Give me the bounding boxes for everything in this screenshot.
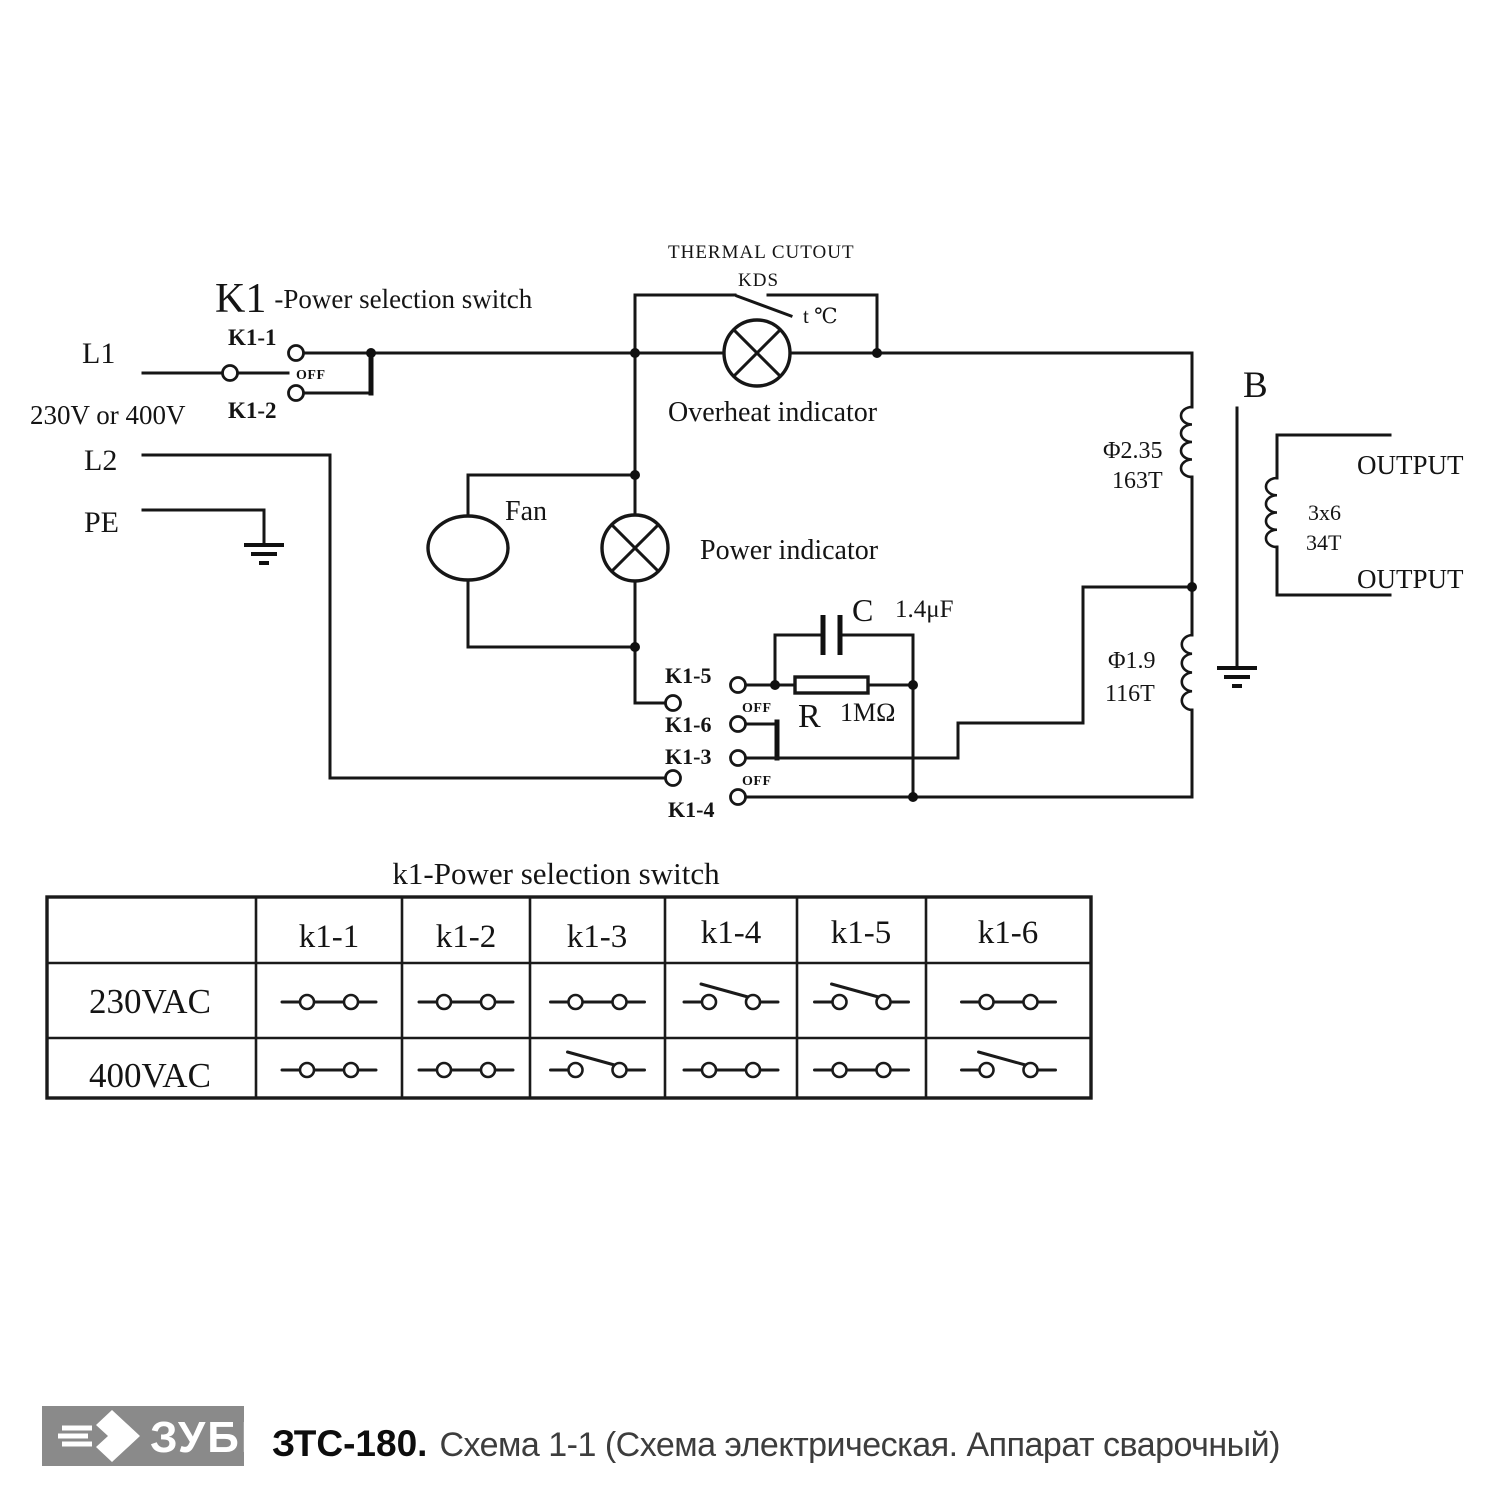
switch-state-230VAC-k1-3 (551, 995, 645, 1009)
label-primary-turns: 163T (1112, 468, 1163, 494)
pole-contact-k1-56 (666, 696, 681, 711)
label-off-3: OFF (742, 774, 772, 789)
contact-k1-4 (731, 790, 746, 805)
label-k1-1: K1-1 (228, 325, 277, 350)
label-k1-4: K1-4 (668, 797, 715, 822)
resistor-icon (795, 677, 868, 693)
col-header-k1-5: k1-5 (830, 915, 892, 951)
pole-contact-k1-34 (666, 771, 681, 786)
k1-heading-main: K1 (215, 276, 267, 322)
switch-state-230VAC-k1-6 (962, 995, 1056, 1009)
switch-state-400VAC-k1-3 (551, 1052, 645, 1077)
label-aux-wire: Φ1.9 (1108, 648, 1156, 674)
power-lamp-icon (602, 515, 668, 581)
label-thermal-cutout: THERMAL CUTOUT (668, 242, 855, 263)
label-secondary-wire: 3x6 (1308, 500, 1341, 525)
model-text: ЗТС-180. (272, 1423, 428, 1464)
row-header-230vac: 230VAC (89, 982, 211, 1021)
switch-state-400VAC-k1-2 (419, 1063, 513, 1077)
label-k1-5: K1-5 (665, 663, 712, 688)
overheat-lamp-icon (724, 320, 790, 386)
ground-icon-core (1217, 668, 1257, 686)
footer (42, 1406, 1280, 1466)
ground-icon-pe (244, 545, 284, 563)
contact-k1-5 (731, 678, 746, 693)
caption-text: Схема 1-1 (Схема электрическая. Аппарат сварочный) (439, 1426, 1280, 1464)
switch-state-230VAC-k1-5 (815, 984, 909, 1009)
label-primary-wire: Φ2.35 (1103, 438, 1163, 464)
label-t-celsius: t ℃ (803, 304, 838, 328)
label-pe: PE (84, 506, 120, 539)
col-header-k1-3: k1-3 (566, 919, 628, 955)
label-power-indicator: Power indicator (700, 535, 879, 566)
pole-contact-l1 (223, 366, 238, 381)
label-secondary-turns: 34T (1306, 530, 1342, 555)
k1-heading (215, 276, 533, 322)
contact-k1-3 (731, 751, 746, 766)
col-header-k1-2: k1-2 (435, 919, 497, 955)
table-title: k1-Power selection switch (392, 856, 720, 891)
row-header-400vac: 400VAC (89, 1056, 211, 1095)
label-off-2: OFF (742, 701, 772, 716)
col-header-k1-1: k1-1 (298, 919, 360, 955)
switch-state-230VAC-k1-2 (419, 995, 513, 1009)
thermal-switch-blade (737, 296, 791, 316)
label-cap-name: C (852, 592, 874, 628)
secondary-winding-icon (1266, 478, 1277, 547)
brand-text: ЗУБР (150, 1413, 273, 1462)
label-output-top: OUTPUT (1357, 450, 1464, 480)
label-voltage: 230V or 400V (30, 400, 186, 430)
primary-winding-icon (1181, 407, 1192, 477)
aux-winding-icon (1182, 635, 1192, 710)
label-kds: KDS (738, 270, 780, 291)
label-l1: L1 (82, 337, 116, 370)
switch-state-400VAC-k1-4 (684, 1063, 778, 1077)
col-header-k1-6: k1-6 (977, 915, 1039, 951)
label-res-value: 1MΩ (840, 698, 896, 727)
switch-state-230VAC-k1-4 (684, 984, 778, 1009)
label-k1-2: K1-2 (228, 398, 277, 423)
label-off-1: OFF (296, 368, 326, 383)
table-switch-cells (282, 984, 1056, 1077)
footer-caption-line (272, 1423, 1280, 1464)
label-overheat: Overheat indicator (668, 397, 878, 428)
col-header-k1-4: k1-4 (700, 915, 762, 951)
label-k1-3: K1-3 (665, 744, 712, 769)
switch-state-400VAC-k1-1 (282, 1063, 376, 1077)
brand-logo (42, 1406, 272, 1466)
label-cap-value: 1.4μF (895, 596, 954, 623)
label-res-name: R (798, 698, 821, 735)
label-fan: Fan (505, 496, 547, 527)
capacitor-icon (823, 615, 840, 655)
switch-state-400VAC-k1-6 (962, 1052, 1056, 1077)
label-output-bottom: OUTPUT (1357, 564, 1464, 594)
contact-k1-2 (289, 386, 304, 401)
contact-k1-6 (731, 717, 746, 732)
contact-k1-1 (289, 346, 304, 361)
label-k1-6: K1-6 (665, 712, 712, 737)
switch-state-400VAC-k1-5 (815, 1063, 909, 1077)
label-aux-turns: 116T (1105, 681, 1155, 707)
selection-table (47, 897, 1091, 1098)
fan-icon (428, 516, 508, 580)
label-l2: L2 (84, 444, 118, 477)
switch-state-230VAC-k1-1 (282, 995, 376, 1009)
label-transformer-b: B (1243, 365, 1268, 406)
k1-heading-sub: -Power selection switch (274, 284, 533, 314)
